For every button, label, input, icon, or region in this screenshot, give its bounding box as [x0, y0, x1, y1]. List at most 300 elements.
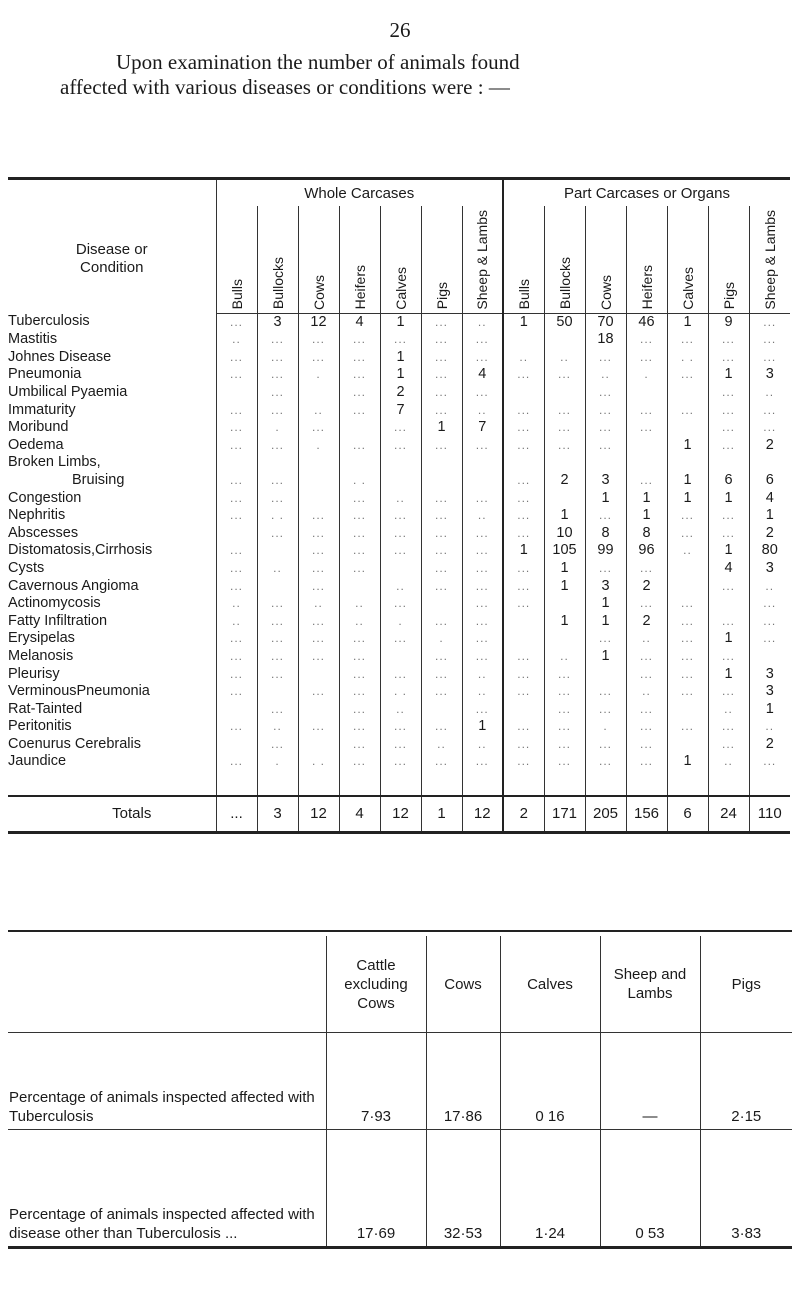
- row-label: Cavernous Angioma: [8, 577, 139, 594]
- table-cell: ...: [585, 437, 626, 455]
- table-cell: 1: [708, 630, 749, 648]
- table-cell: ...: [298, 613, 339, 631]
- table-cell: ...: [667, 331, 708, 349]
- table-cell: ...: [749, 313, 790, 331]
- percentage-value: 2·15: [700, 1033, 792, 1130]
- table-cell: ...: [380, 666, 421, 684]
- table-cell: 7: [462, 419, 503, 437]
- table-row: [8, 349, 790, 367]
- totals-cell: 205: [585, 796, 626, 833]
- table-cell: 1: [462, 718, 503, 736]
- table-cell: ...: [257, 736, 298, 754]
- table-cell: ...: [257, 648, 298, 666]
- table-cell: ...: [749, 613, 790, 631]
- table-cell: ...: [216, 542, 257, 560]
- table-cell: [544, 490, 585, 508]
- table-cell: ...: [421, 542, 462, 560]
- column-header-label: Bullocks: [269, 257, 286, 310]
- spacer-cell: [585, 771, 626, 796]
- table-row: [8, 595, 790, 613]
- spacer-cell: [8, 771, 216, 796]
- table-cell: ...: [708, 578, 749, 596]
- row-label: Umbilical Pyaemia: [8, 384, 128, 400]
- table-cell: ...: [216, 507, 257, 525]
- row-label: Mastitis: [8, 331, 58, 348]
- table-row: [8, 490, 790, 508]
- spacer-cell: [544, 771, 585, 796]
- table-cell: ..: [503, 349, 544, 367]
- table-cell: [298, 454, 339, 472]
- table-cell: ...: [462, 384, 503, 402]
- column-header-label: Sheep & Lambs: [474, 210, 491, 310]
- table-cell: ...: [216, 437, 257, 455]
- percentage-column-header: Sheep and Lambs: [600, 936, 700, 1033]
- table-cell: ...: [667, 507, 708, 525]
- table-cell: 3: [749, 666, 790, 684]
- percentage-header-row: [8, 936, 792, 1033]
- table-cell: ...: [503, 595, 544, 613]
- table-cell: [708, 595, 749, 613]
- table-cell: ...: [708, 349, 749, 367]
- row-label: Tuberculosis: [8, 313, 90, 330]
- table-cell: ...: [585, 419, 626, 437]
- table-cell: ...: [626, 331, 667, 349]
- table-cell: ...: [585, 753, 626, 771]
- table-cell: 1: [667, 437, 708, 455]
- table-cell: ..: [298, 595, 339, 613]
- table-cell: ...: [421, 366, 462, 384]
- column-header-label: Pigs: [433, 282, 450, 310]
- table-cell: ..: [421, 736, 462, 754]
- table-cell: ...: [667, 683, 708, 701]
- table-cell: ..: [462, 402, 503, 420]
- table-cell: ...: [749, 753, 790, 771]
- table-cell: ...: [257, 630, 298, 648]
- table-cell: ..: [339, 595, 380, 613]
- table-cell: [544, 384, 585, 402]
- table-cell: ...: [298, 331, 339, 349]
- table-cell: 1: [380, 349, 421, 367]
- table-cell: ...: [339, 402, 380, 420]
- table-cell: ...: [339, 560, 380, 578]
- table-cell: ..: [257, 560, 298, 578]
- table-cell: [626, 437, 667, 455]
- spacer-cell: [749, 771, 790, 796]
- column-header-part: [626, 206, 667, 313]
- table-cell: .: [298, 437, 339, 455]
- table-cell: [216, 525, 257, 543]
- row-label: Erysipelas: [8, 630, 75, 647]
- table-cell: ...: [585, 736, 626, 754]
- table-cell: ...: [380, 419, 421, 437]
- table-cell: ...: [626, 701, 667, 719]
- table-cell: 1: [708, 542, 749, 560]
- table-cell: ...: [462, 753, 503, 771]
- table-cell: ...: [544, 419, 585, 437]
- table-cell: 1: [626, 490, 667, 508]
- table-cell: ...: [503, 683, 544, 701]
- percentage-value: 32·53: [426, 1130, 500, 1248]
- percentage-corner: [8, 936, 326, 1033]
- table-cell: [503, 630, 544, 648]
- table-cell: ...: [298, 578, 339, 596]
- table-cell: ...: [708, 648, 749, 666]
- table-cell: ...: [462, 560, 503, 578]
- table-cell: [544, 454, 585, 472]
- intro-line-1: Upon examination the number of animals found: [116, 50, 520, 74]
- table-cell: 1: [421, 419, 462, 437]
- table-row: [8, 366, 790, 384]
- table-cell: ...: [503, 402, 544, 420]
- table-cell: ...: [708, 507, 749, 525]
- row-label: Pleurisy: [8, 665, 60, 682]
- table-cell: 1: [667, 753, 708, 771]
- table-cell: [585, 666, 626, 684]
- table-cell: ...: [339, 666, 380, 684]
- disease-header-line-2: Condition: [80, 258, 144, 276]
- table-cell: ..: [257, 718, 298, 736]
- table-cell: ...: [585, 402, 626, 420]
- table-cell: [749, 648, 790, 666]
- table-cell: ...: [421, 507, 462, 525]
- table-cell: ...: [257, 384, 298, 402]
- table-cell: ...: [339, 490, 380, 508]
- table-cell: ..: [544, 648, 585, 666]
- spacer-cell: [667, 771, 708, 796]
- table-cell: ...: [216, 366, 257, 384]
- table-cell: ...: [503, 437, 544, 455]
- table-cell: ...: [421, 578, 462, 596]
- table-cell: ...: [462, 437, 503, 455]
- column-header-label: Heifers: [351, 265, 368, 310]
- intro-line-2: affected with various diseases or conditions were : —: [60, 75, 510, 99]
- totals-cell: 12: [462, 796, 503, 833]
- column-header-part: [708, 206, 749, 313]
- percentage-value: 17·69: [326, 1130, 426, 1248]
- table-cell: [667, 454, 708, 472]
- row-label: Melanosis: [8, 647, 74, 664]
- row-label: Bruising: [72, 471, 125, 488]
- table-cell: ...: [749, 402, 790, 420]
- spacer-cell: [626, 771, 667, 796]
- totals-label: Totals: [8, 796, 216, 833]
- table-cell: ...: [380, 736, 421, 754]
- totals-cell: 12: [298, 796, 339, 833]
- group-header-part-carcases: Part Carcases or Organs: [503, 180, 790, 206]
- column-header-label: Heifers: [638, 265, 655, 310]
- table-cell: [339, 578, 380, 596]
- table-cell: 18: [585, 331, 626, 349]
- table-row: [8, 736, 790, 754]
- column-header-part: [749, 206, 790, 313]
- table-cell: ...: [462, 490, 503, 508]
- table-cell: 1: [503, 542, 544, 560]
- totals-cell: 3: [257, 796, 298, 833]
- table-cell: 4: [708, 560, 749, 578]
- table-cell: 3: [749, 366, 790, 384]
- table-cell: ...: [708, 331, 749, 349]
- table-cell: ...: [462, 701, 503, 719]
- table-cell: [749, 454, 790, 472]
- table-cell: ...: [298, 419, 339, 437]
- column-header-label: Cows: [597, 274, 614, 310]
- column-header-whole: [339, 206, 380, 313]
- table-cell: ...: [380, 718, 421, 736]
- table-cell: ...: [298, 718, 339, 736]
- table-row: [8, 701, 790, 719]
- table-cell: ..: [339, 613, 380, 631]
- table-cell: ..: [708, 701, 749, 719]
- table-cell: ...: [626, 560, 667, 578]
- table-cell: ...: [339, 525, 380, 543]
- table-cell: ...: [544, 753, 585, 771]
- table-cell: [298, 490, 339, 508]
- table-cell: ...: [216, 753, 257, 771]
- percentage-column-header: Cows: [426, 936, 500, 1033]
- table-cell: ...: [257, 331, 298, 349]
- column-header-whole: [421, 206, 462, 313]
- table-cell: ...: [216, 578, 257, 596]
- table-cell: .: [626, 366, 667, 384]
- table-cell: ...: [216, 683, 257, 701]
- table-cell: 1: [544, 613, 585, 631]
- percentage-value: 17·86: [426, 1033, 500, 1130]
- table-cell: 2: [749, 525, 790, 543]
- table-row: [8, 648, 790, 666]
- table-cell: . .: [339, 472, 380, 490]
- table-cell: [585, 454, 626, 472]
- table-cell: ..: [380, 578, 421, 596]
- table-cell: ...: [339, 718, 380, 736]
- table-cell: 1: [585, 648, 626, 666]
- table-cell: ...: [544, 736, 585, 754]
- table-cell: ...: [339, 630, 380, 648]
- table-cell: [667, 578, 708, 596]
- table-cell: ...: [421, 384, 462, 402]
- table-cell: ...: [257, 595, 298, 613]
- table-cell: ...: [216, 313, 257, 331]
- group-header-whole-carcases: Whole Carcases: [216, 180, 503, 206]
- table-cell: 2: [544, 472, 585, 490]
- table-cell: ...: [421, 666, 462, 684]
- table-cell: 1: [749, 507, 790, 525]
- disease-table-body: [8, 313, 790, 832]
- column-header-whole: [257, 206, 298, 313]
- table-cell: ...: [585, 701, 626, 719]
- table-cell: ...: [421, 490, 462, 508]
- table-cell: ...: [708, 613, 749, 631]
- disease-table: [8, 177, 790, 834]
- column-header-part: [667, 206, 708, 313]
- table-cell: ..: [216, 331, 257, 349]
- table-cell: 70: [585, 313, 626, 331]
- table-cell: [626, 454, 667, 472]
- table-cell: [421, 454, 462, 472]
- table-cell: .: [585, 718, 626, 736]
- table-cell: ...: [339, 701, 380, 719]
- table-cell: ...: [421, 753, 462, 771]
- table-cell: ...: [544, 437, 585, 455]
- spacer-cell: [503, 771, 544, 796]
- table-cell: ...: [585, 683, 626, 701]
- totals-cell: 24: [708, 796, 749, 833]
- table-cell: .: [298, 366, 339, 384]
- table-cell: ...: [216, 718, 257, 736]
- table-cell: [544, 595, 585, 613]
- table-cell: ...: [257, 613, 298, 631]
- table-cell: ...: [380, 525, 421, 543]
- table-cell: ...: [585, 384, 626, 402]
- table-row: [8, 666, 790, 684]
- table-cell: ...: [339, 648, 380, 666]
- table-cell: ...: [626, 666, 667, 684]
- row-label: Distomatosis,Cirrhosis: [8, 542, 153, 559]
- totals-row: [8, 796, 790, 833]
- column-header-label: Pigs: [720, 282, 737, 310]
- table-cell: [298, 666, 339, 684]
- table-row: [8, 542, 790, 560]
- table-cell: [216, 454, 257, 472]
- table-cell: ...: [544, 366, 585, 384]
- row-label: Peritonitis: [8, 718, 72, 735]
- table-cell: ...: [257, 349, 298, 367]
- table-cell: [544, 331, 585, 349]
- totals-cell: 1: [421, 796, 462, 833]
- table-cell: .: [380, 613, 421, 631]
- table-cell: ...: [216, 419, 257, 437]
- percentage-table-body: [8, 1033, 792, 1248]
- table-cell: ...: [216, 630, 257, 648]
- table-cell: ...: [462, 349, 503, 367]
- table-cell: . .: [298, 753, 339, 771]
- table-cell: [503, 454, 544, 472]
- table-cell: 1: [585, 613, 626, 631]
- row-label: VerminousPneumonia: [8, 683, 150, 700]
- table-cell: 3: [257, 313, 298, 331]
- totals-cell: 12: [380, 796, 421, 833]
- column-header-label: Calves: [392, 266, 409, 310]
- table-cell: [667, 560, 708, 578]
- table-cell: ...: [544, 683, 585, 701]
- table-cell: 1: [749, 701, 790, 719]
- table-cell: ...: [380, 331, 421, 349]
- totals-cell: 2: [503, 796, 544, 833]
- row-label: Nephritis: [8, 507, 66, 524]
- table-cell: ...: [339, 366, 380, 384]
- table-cell: ...: [462, 578, 503, 596]
- table-cell: ...: [216, 402, 257, 420]
- table-cell: [380, 472, 421, 490]
- table-cell: ..: [298, 402, 339, 420]
- table-cell: 1: [380, 366, 421, 384]
- percentage-column-header: Pigs: [700, 936, 792, 1033]
- table-row: [8, 683, 790, 701]
- table-cell: 12: [298, 313, 339, 331]
- table-row: [8, 753, 790, 771]
- table-cell: ...: [749, 595, 790, 613]
- row-label: Cysts: [8, 559, 45, 576]
- table-cell: ...: [585, 630, 626, 648]
- table-cell: ...: [626, 595, 667, 613]
- table-cell: 7: [380, 402, 421, 420]
- table-cell: . .: [380, 683, 421, 701]
- table-cell: ...: [380, 595, 421, 613]
- table-cell: [257, 454, 298, 472]
- table-row: [8, 525, 790, 543]
- table-cell: ...: [421, 560, 462, 578]
- row-label: Pneumonia: [8, 366, 82, 383]
- table-cell: ...: [503, 507, 544, 525]
- table-cell: ..: [462, 666, 503, 684]
- row-label: Immaturity: [8, 401, 76, 418]
- table-cell: 6: [708, 472, 749, 490]
- column-header-label: Sheep & Lambs: [761, 210, 778, 310]
- table-cell: ...: [216, 648, 257, 666]
- table-cell: ...: [462, 630, 503, 648]
- intro-paragraph: [60, 50, 760, 100]
- table-cell: ...: [626, 753, 667, 771]
- table-row: [8, 560, 790, 578]
- table-cell: ...: [298, 648, 339, 666]
- totals-cell: 171: [544, 796, 585, 833]
- table-cell: 1: [380, 313, 421, 331]
- table-cell: ..: [749, 718, 790, 736]
- table-cell: ...: [585, 349, 626, 367]
- table-cell: 1: [544, 507, 585, 525]
- table-cell: ...: [421, 648, 462, 666]
- table-cell: 99: [585, 542, 626, 560]
- table-cell: ...: [257, 366, 298, 384]
- row-label: Rat-Tainted: [8, 700, 83, 717]
- table-cell: [257, 578, 298, 596]
- table-cell: 46: [626, 313, 667, 331]
- table-cell: ...: [339, 331, 380, 349]
- percentage-column-header: Cattle excluding Cows: [326, 936, 426, 1033]
- table-cell: ...: [257, 472, 298, 490]
- table-cell: [257, 683, 298, 701]
- table-cell: 6: [749, 472, 790, 490]
- table-cell: ...: [339, 437, 380, 455]
- table-cell: 1: [585, 490, 626, 508]
- table-cell: ..: [667, 542, 708, 560]
- table-cell: ...: [421, 683, 462, 701]
- spacer-cell: [298, 771, 339, 796]
- percentage-value: 0 53: [600, 1130, 700, 1248]
- table-row: [8, 402, 790, 420]
- table-cell: ...: [380, 542, 421, 560]
- table-cell: ...: [503, 560, 544, 578]
- table-cell: [298, 384, 339, 402]
- table-cell: ..: [462, 736, 503, 754]
- row-label: Oedema: [8, 436, 64, 453]
- table-cell: ...: [667, 366, 708, 384]
- table-cell: ...: [421, 402, 462, 420]
- table-cell: ...: [708, 718, 749, 736]
- page-number: 26: [389, 18, 411, 42]
- table-cell: 1: [585, 595, 626, 613]
- table-cell: ...: [216, 490, 257, 508]
- table-cell: ...: [626, 472, 667, 490]
- table-cell: ...: [421, 613, 462, 631]
- table-cell: 3: [749, 560, 790, 578]
- table-cell: ...: [503, 578, 544, 596]
- row-label: Broken Limbs,: [8, 454, 101, 471]
- spacer-cell: [421, 771, 462, 796]
- table-cell: 2: [626, 613, 667, 631]
- table-cell: ...: [339, 384, 380, 402]
- table-cell: ...: [421, 349, 462, 367]
- table-cell: [298, 472, 339, 490]
